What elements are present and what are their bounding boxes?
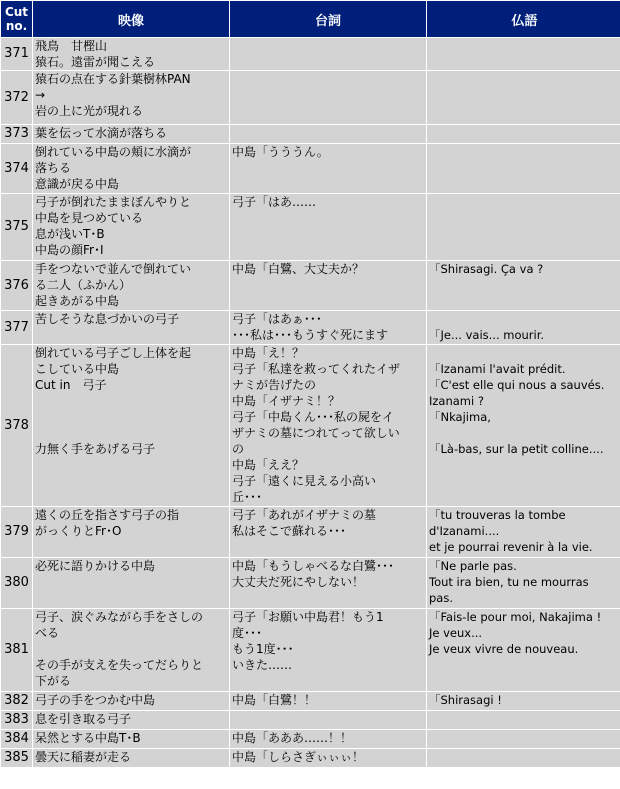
image-cell: 葉を伝って水滴が落ちる [33,125,229,143]
dialogue-cell: 中島「しらさぎぃぃぃ！ [230,749,426,767]
table-row [1,194,620,260]
dialogue-cell [230,711,426,729]
dialogue-cell: 弓子「あれがイザナミの墓 私はそこで蘇れる･･･ [230,507,426,557]
table-row [1,558,620,608]
french-cell [427,711,620,729]
image-cell: 飛鳥 甘樫山 猿石。遠雷が聞こえる [33,38,229,70]
cut-number: 383 [1,711,32,729]
dialogue-cell: 中島「あああ……！！ [230,730,426,748]
dialogue-cell: 中島「え！？ 弓子「私達を救ってくれたイザ ナミが告げたの 中島「イザナミ！？ 弓子「中島くん･･･私の屍をイ ザナミの墓につれてって欲しい の 中島「ええ？ 弓子「遠くに見える小高い 丘･･･ [230,345,426,506]
header-dialogue: 台詞 [230,1,426,37]
table-row [1,711,620,729]
french-cell [427,144,620,193]
table-row [1,507,620,557]
image-cell: 息を引き取る弓子 [33,711,229,729]
image-cell: 苦しそうな息づかいの弓子 [33,311,229,344]
cut-number: 373 [1,125,32,143]
french-cell [427,71,620,124]
cut-number: 380 [1,558,32,608]
cut-number: 372 [1,71,32,124]
cut-number: 377 [1,311,32,344]
cut-number: 375 [1,194,32,260]
table-row [1,345,620,506]
table-row [1,144,620,193]
french-cell: 「tu trouveras la tombe d'Izanami.... et je pourrai revenir à la vie. [427,507,620,557]
header-french: 仏語 [427,1,620,37]
cut-number: 376 [1,261,32,310]
cut-number: 384 [1,730,32,748]
table-row [1,125,620,143]
table-row [1,730,620,748]
french-cell [427,38,620,70]
table-row [1,261,620,310]
french-cell: 「Je... vais... mourir. [427,311,620,344]
image-cell: 倒れている中島の頬に水滴が 落ちる 意識が戻る中島 [33,144,229,193]
image-cell: 手をつないで並んで倒れてい る二人（ふかん） 起きあがる中島 [33,261,229,310]
table-row [1,311,620,344]
french-cell [427,749,620,767]
dialogue-cell: 弓子「お願い中島君！もう1 度･･･ もう1度･･･ いきた…… [230,609,426,691]
french-cell: 「Shirasagi. Ça va ? [427,261,620,310]
header-row [1,1,620,37]
dialogue-cell: 弓子「はあぁ･･･ ･･･私は･･･もうすぐ死にます [230,311,426,344]
image-cell: 倒れている弓子ごし上体を起 こしている中島 Cut in 弓子 力無く手をあげる弓子 [33,345,229,506]
table-row [1,71,620,124]
dialogue-cell: 中島「白鷺、大丈夫か？ [230,261,426,310]
image-cell: 遠くの丘を指さす弓子の指 がっくりとFr･O [33,507,229,557]
french-cell [427,730,620,748]
image-cell: 呆然とする中島T･B [33,730,229,748]
dialogue-cell: 中島「白鷺！！ [230,692,426,710]
cut-number: 381 [1,609,32,691]
french-cell: 「Fais-le pour moi, Nakajima ! Je veux... Je veux vivre de nouveau. [427,609,620,691]
cut-number: 371 [1,38,32,70]
image-cell: 猿石の点在する針葉樹林PAN → 岩の上に光が現れる [33,71,229,124]
image-cell: 曇天に稲妻が走る [33,749,229,767]
dialogue-cell [230,71,426,124]
header-image: 映像 [33,1,229,37]
dialogue-cell [230,125,426,143]
french-cell: 「Shirasagi ! [427,692,620,710]
image-cell: 必死に語りかける中島 [33,558,229,608]
image-cell: 弓子が倒れたままぼんやりと 中島を見つめている 息が浅いT･B 中島の顔Fr･I [33,194,229,260]
table-row [1,609,620,691]
french-cell: 「Ne parle pas. Tout ira bien, tu ne mourras pas. [427,558,620,608]
cut-number: 385 [1,749,32,767]
cut-number: 382 [1,692,32,710]
dialogue-cell: 中島「うううん。 [230,144,426,193]
cut-number: 374 [1,144,32,193]
dialogue-cell: 中島「もうしゃべるな白鷺･･･ 大丈夫だ死にやしない！ [230,558,426,608]
french-cell [427,194,620,260]
french-cell [427,125,620,143]
french-cell: 「Izanami l'avait prédit. 「C'est elle qui nous a sauvés. Izanami ? 「Nkajima, 「Là-bas, sur la petit colline.... [427,345,620,506]
table-row [1,749,620,767]
header-cut-no: Cut no. [1,1,32,37]
dialogue-cell: 弓子「はあ…… [230,194,426,260]
cut-number: 378 [1,345,32,506]
table-row [1,38,620,70]
image-cell: 弓子、涙ぐみながら手をさしの べる その手が支えを失ってだらりと 下がる [33,609,229,691]
table-row [1,692,620,710]
cut-number: 379 [1,507,32,557]
image-cell: 弓子の手をつかむ中島 [33,692,229,710]
dialogue-cell [230,38,426,70]
